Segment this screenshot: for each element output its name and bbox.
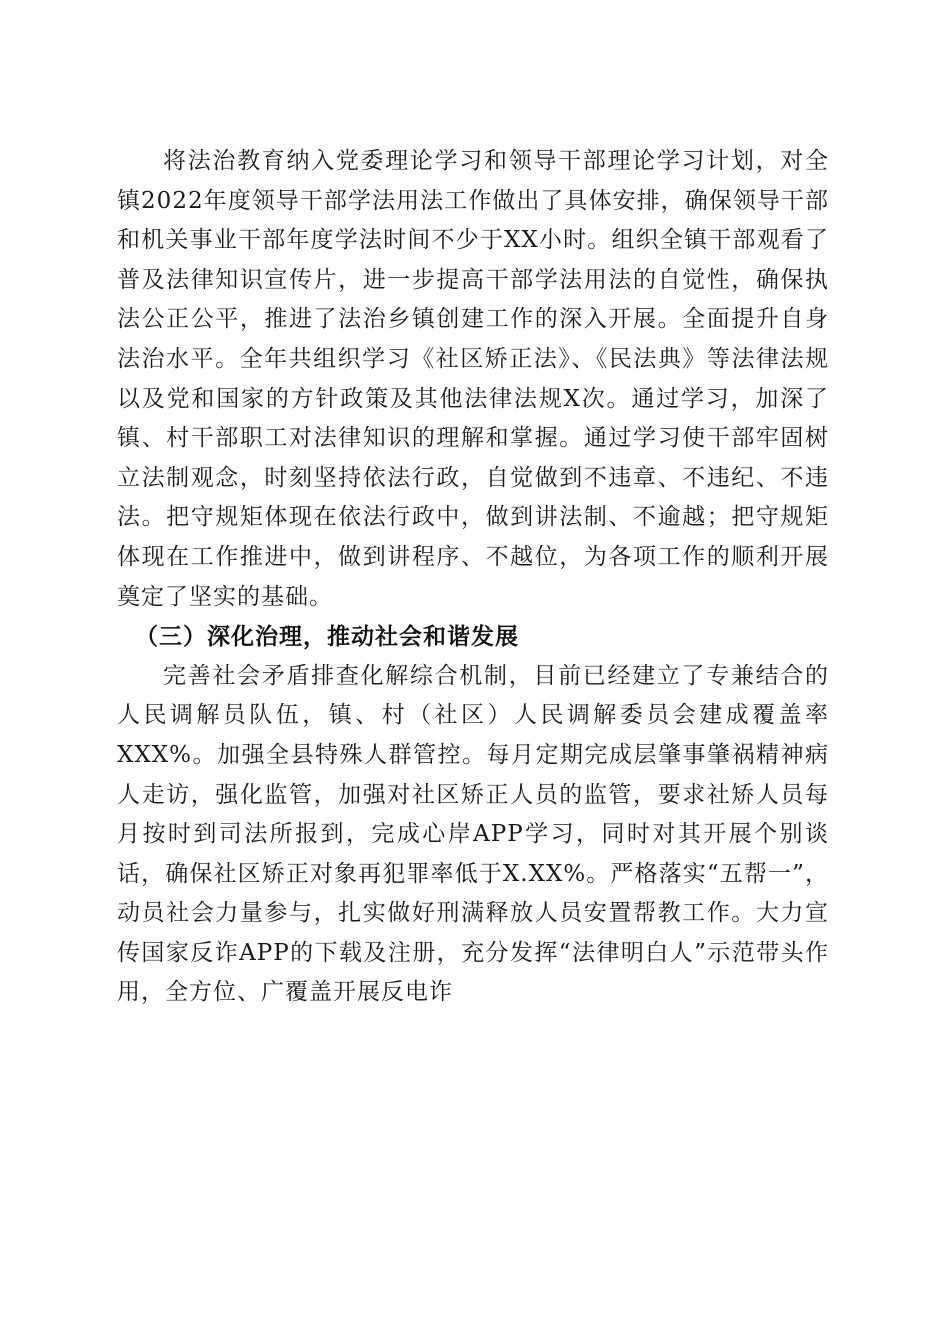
body-paragraph: 完善社会矛盾排查化解综合机制，目前已经建立了专兼结合的人民调解员队伍，镇、村（社区）人民调解委员会建成覆盖率XXX%。加强全县特殊人群管控。每月定期完成层肇事肇祸精神病人走访，强化监管，加强对社区矫正人员的监管，要求社矫人员每月按时到司法所报到，完成心岸APP学习，同时对其开展个别谈话，确保社区矫正对象再犯罪率低于X.XX%。严格落实“五帮一”，动员社会力量参与，扎实做好刑满释放人员安置帮教工作。大力宣传国家反诈APP的下载及注册，充分发挥“法律明白人”示范带头作用，全方位、广覆盖开展反电诈 xyxy=(117,662,829,1006)
document-body xyxy=(117,142,829,1013)
body-paragraph: 将法治教育纳入党委理论学习和领导干部理论学习计划，对全镇2022年度领导干部学法用法工作做出了具体安排，确保领导干部和机关事业干部年度学法时间不少于XX小时。组织全镇干部观看了普及法律知识宣传片，进一步提高干部学法用法的自觉性，确保执法公正公平，推进了法治乡镇创建工作的深入开展。全面提升自身法治水平。全年共组织学习《社区矫正法》、《民法典》等法律法规以及党和国家的方针政策及其他法律法规X次。通过学习，加深了镇、村干部职工对法律知识的理解和掌握。通过学习使干部牢固树立法制观念，时刻坚持依法行政，自觉做到不违章、不违纪、不违法。把守规矩体现在依法行政中，做到讲法制、不逾越；把守规矩体现在工作推进中，做到讲程序、不越位，为各项工作的顺利开展奠定了坚实的基础。 xyxy=(117,148,829,610)
section-heading: （三）深化治理，推动社会和谐发展 xyxy=(135,623,519,651)
